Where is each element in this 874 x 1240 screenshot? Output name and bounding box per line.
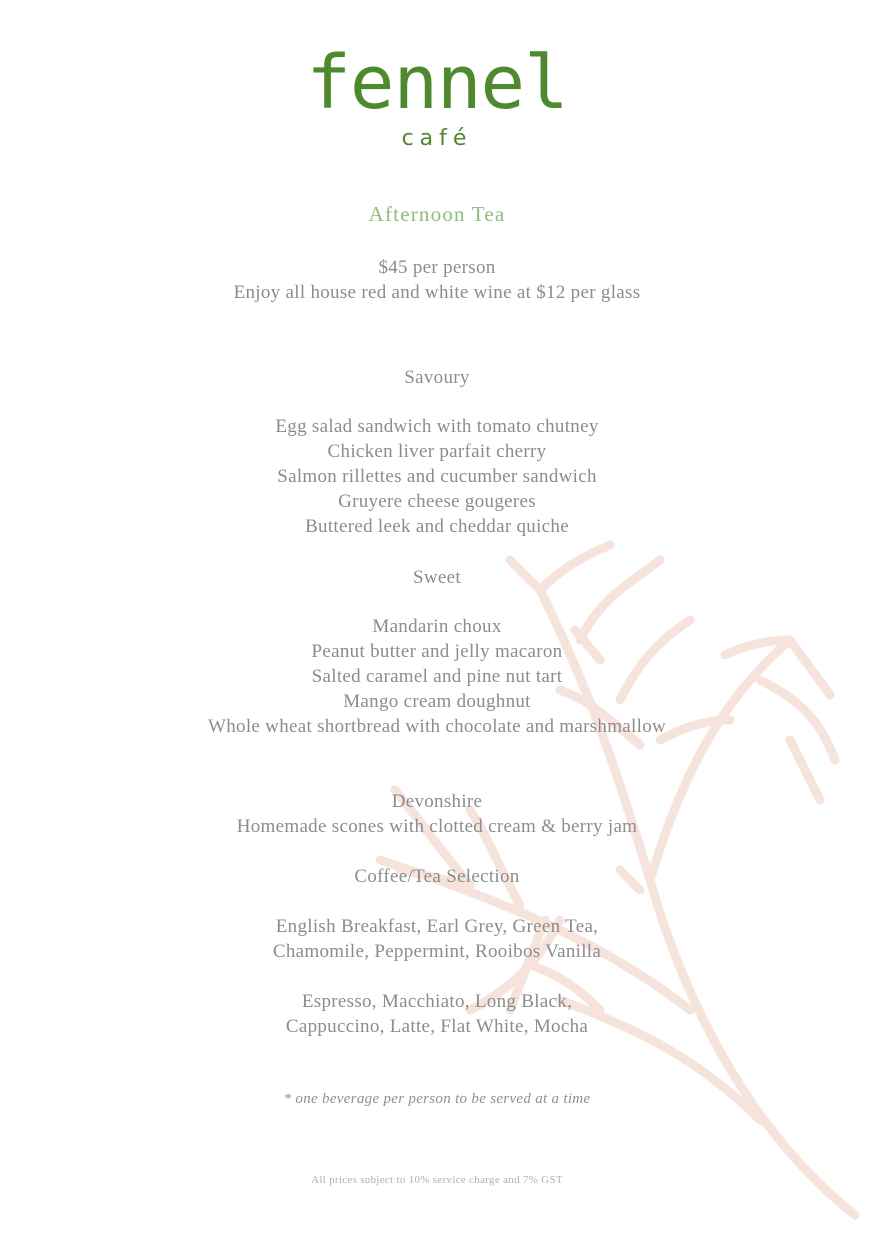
price-footnote: All prices subject to 10% service charge and 7% GST — [311, 1174, 563, 1186]
tea-list-line: English Breakfast, Earl Grey, Green Tea, — [275, 916, 599, 937]
menu-item: Egg salad sandwich with tomato chutney — [275, 416, 599, 437]
menu-item: Whole wheat shortbread with chocolate and marshmallow — [207, 716, 667, 737]
menu-item: Homemade scones with clotted cream & berry jam — [236, 816, 638, 837]
menu-item: Buttered leek and cheddar quiche — [305, 516, 569, 537]
section-heading-devonshire: Devonshire — [391, 791, 483, 812]
menu-item: Peanut butter and jelly macaron — [311, 641, 563, 662]
menu-item: Mandarin choux — [372, 616, 502, 637]
brand-logo: fennel — [306, 40, 568, 126]
section-heading-savoury: Savoury — [404, 367, 470, 388]
menu-title: Afternoon Tea — [368, 202, 506, 226]
coffee-list-line: Cappuccino, Latte, Flat White, Mocha — [285, 1016, 589, 1037]
menu-item: Mango cream doughnut — [343, 691, 531, 712]
price-line: $45 per person — [378, 257, 496, 278]
coffee-list-line: Espresso, Macchiato, Long Black, — [301, 991, 573, 1012]
tea-list-line: Chamomile, Peppermint, Rooibos Vanilla — [272, 941, 602, 962]
section-heading-beverages: Coffee/Tea Selection — [354, 866, 520, 887]
menu-item: Gruyere cheese gougeres — [338, 491, 536, 512]
beverage-note: * one beverage per person to be served at a time — [283, 1091, 591, 1107]
section-heading-sweet: Sweet — [413, 567, 461, 588]
wine-offer: Enjoy all house red and white wine at $12 per glass — [233, 282, 641, 303]
menu-item: Salmon rillettes and cucumber sandwich — [277, 466, 597, 487]
menu-item: Chicken liver parfait cherry — [327, 441, 547, 462]
menu-item: Salted caramel and pine nut tart — [311, 666, 563, 687]
brand-subtitle: café — [401, 126, 473, 151]
